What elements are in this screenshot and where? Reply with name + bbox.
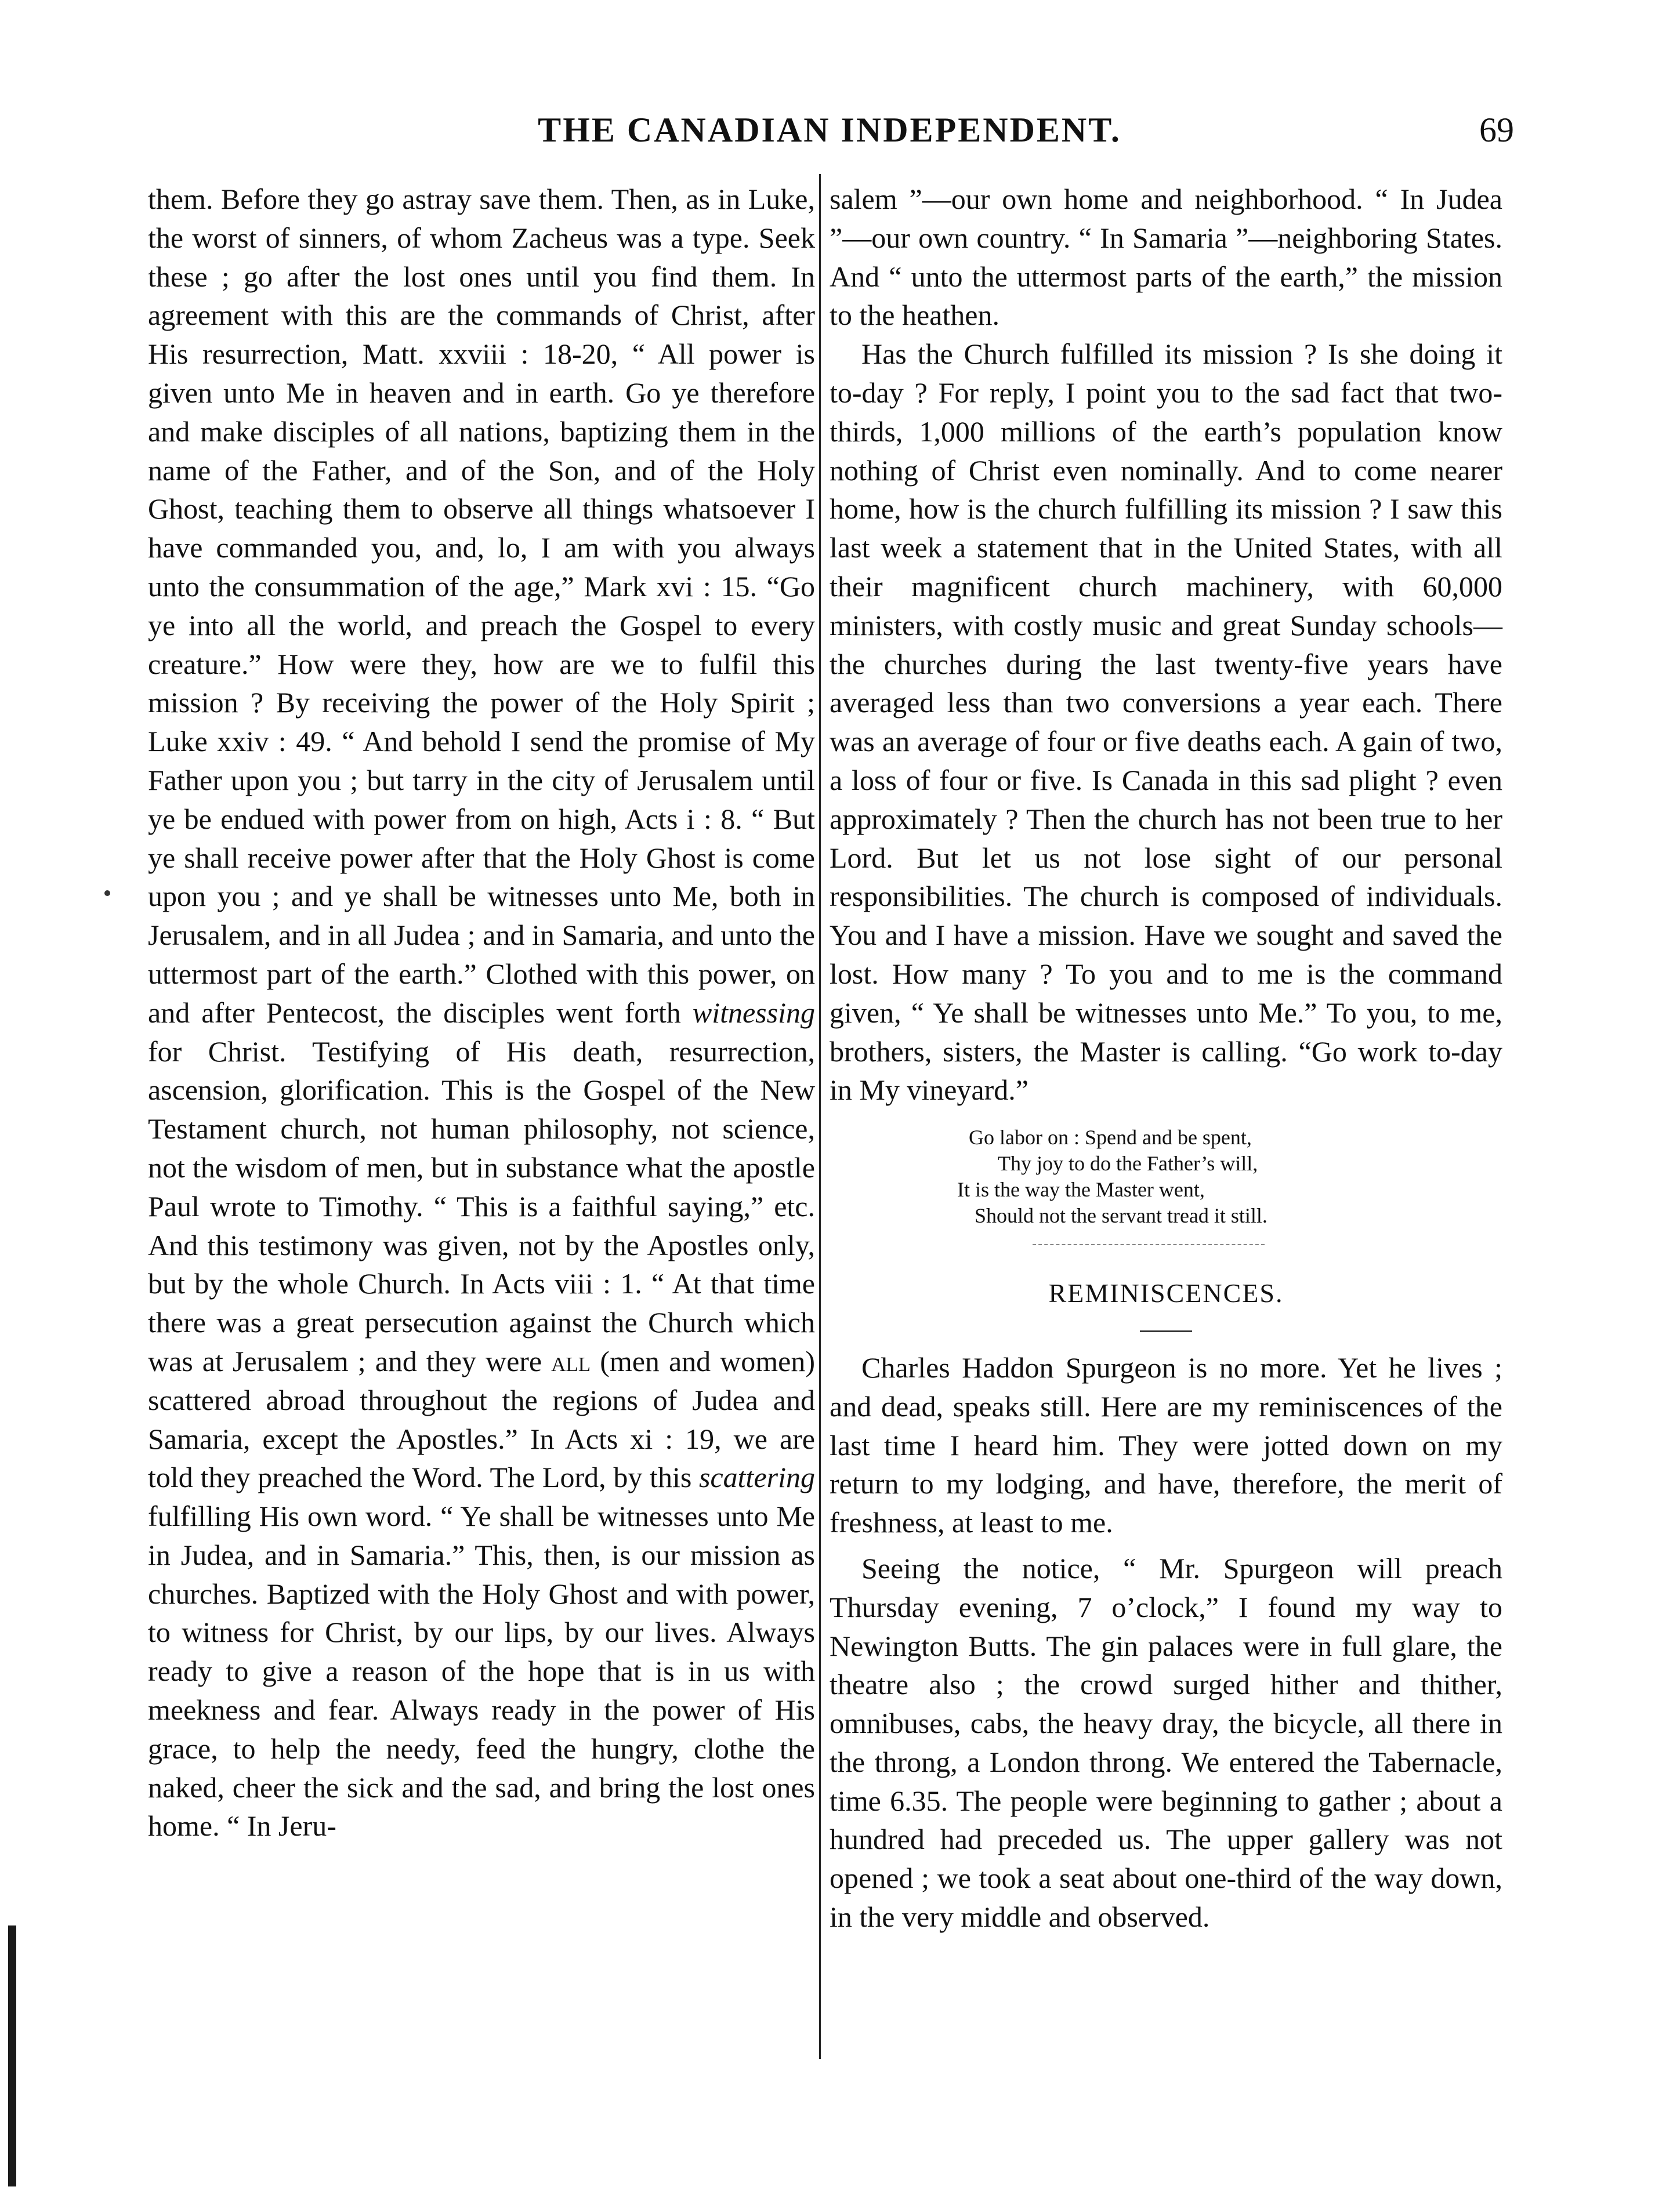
italic-scattering: scattering: [699, 1461, 815, 1494]
section-separator: [1033, 1244, 1265, 1245]
column-divider: [819, 174, 821, 2059]
left-column: [148, 180, 815, 1845]
text-run: fulfilling His own word. “ Ye shall be witnesses unto Me in Judea, and in Samaria.” This, then, is our mission as churches. Baptized with the Holy Ghost and with power, to witness for Christ, by our lips, by our lives. Always ready to give a reason of the hope that is in us with meekness and fear. Always ready in the power of His grace, to help the needy, feed the hungry, clothe the naked, cheer the sick and the sad, and bring the lost ones home. “ In Jeru-: [148, 1500, 815, 1843]
poem-stanza: [830, 1125, 1502, 1229]
running-title: THE CANADIAN INDEPENDENT.: [538, 111, 1121, 149]
right-paragraph-mission: Has the Church fulfilled its mission ? Is she doing it to-day ? For reply, I point you to the sad fact that two-thirds, 1,000 millions of the earth’s population know nothing of Christ even nominally. And to come nearer home, how is the church fulfilling its mission ? I saw this last week a statement that in the United States, with all their magnificent church machinery, with 60,000 ministers, with costly music and great Sunday schools—the churches during the last twenty-five years have averaged less than two conversions a year each. There was an average of four or five deaths each. A gain of two, a loss of four or five. Is Canada in this sad plight ? even approximately ? Then the church has not been true to her Lord. But let us not lose sight of our personal responsibilities. The church is composed of individuals. You and I have a mission. Have we sought and saved the lost. How many ? To you and to me is the command given, “ Ye shall be witnesses unto Me.” To you, to me, brothers, sisters, the Master is calling. “Go work to-day in My vineyard.”: [830, 338, 1502, 1107]
right-column: [830, 180, 1502, 1937]
smallcaps-all: all: [551, 1344, 591, 1377]
left-paragraph: [148, 180, 815, 1845]
reminiscences-paragraph: Charles Haddon Spurgeon is no more. Yet he lives ; and dead, speaks still. Here are my reminiscences of the last time I heard him. They were jotted down on my return to my lodging, and have, therefore, the merit of freshness, at least to me.: [830, 1351, 1502, 1539]
reminiscences-paragraph: Seeing the notice, “ Mr. Spurgeon will preach Thursday evening, 7 o’clock,” I found my way to Newington Butts. The gin palaces were in full glare, the theatre also ; the crowd surged hither and thither, omnibuses, cabs, the heavy dray, the bicycle, all there in the throng, a London throng. We entered the Tabernacle, time 6.35. The people were beginning to gather ; about a hundred had preceded us. The upper gallery was not opened ; we took a seat about one-third of the way down, in the very middle and observed.: [830, 1551, 1502, 1934]
text-run: for Christ. Testifying of His death, resurrection, ascension, glorification. This is the Gospel of the New Testament church, not human philosophy, not science, not the wisdom of men, but in substance what the apostle Paul wrote to Timothy. “ This is a faithful saying,” etc. And this testimony was given, not by the Apostles only, but by the whole Church. In Acts viii : 1. “ At that time there was a great persecution against the Church which was at Jerusalem ; and they were: [148, 1035, 815, 1377]
scan-speck: [104, 890, 110, 896]
text-run: (men and women) scattered abroad throughout the regions of Judea and Samaria, except the Apostles.” In Acts xi : 19, we are told they preached the Word. The Lord, by this: [148, 1344, 815, 1494]
poem-line: Go labor on : Spend and be spent,: [969, 1126, 1252, 1149]
right-paragraph-continuation: salem ”—our own home and neighborhood. “ In Judea ”—our own country. “ In Samaria ”—neighboring States. And “ unto the uttermost parts of the earth,” the mission to the heathen.: [830, 183, 1502, 332]
page-header: [145, 110, 1514, 162]
page-number: 69: [1479, 111, 1514, 149]
poem-line: Should not the servant tread it still.: [975, 1204, 1267, 1228]
italic-witnessing: witnessing: [692, 996, 815, 1029]
scan-edge-mark: [8, 1925, 16, 2186]
text-run: them. Before they go astray save them. Then, as in Luke, the worst of sinners, of whom Zacheus was a type. Seek these ; go after the lost ones until you find them. In agreement with this are the commands of Christ, after His resurrection, Matt. xxviii : 18-20, “ All power is given unto Me in heaven and in earth. Go ye therefore and make disciples of all nations, baptizing them in the name of the Father, and of the Son, and of the Holy Ghost, teaching them to observe all things whatsoever I have commanded you, and, lo, I am with you always unto the consummation of the age,” Mark xvi : 15. “Go ye into all the world, and preach the Gospel to every creature.” How were they, how are we to fulfil this mission ? By receiving the power of the Holy Spirit ; Luke xxiv : 49. “ And behold I send the promise of My Father upon you ; but tarry in the city of Jerusalem until ye be endued with power from on high, Acts i : 8. “ But ye shall receive power after that the Holy Ghost is come upon you ; and ye shall be witnesses unto Me, both in Jerusalem, and in all Judea ; and in Samaria, and unto the uttermost part of the earth.” Clothed with this power, on and after Pentecost, the disciples went forth: [148, 183, 815, 1029]
poem-line: It is the way the Master went,: [957, 1178, 1205, 1202]
heading-rule: [1140, 1330, 1192, 1332]
poem-line: Thy joy to do the Father’s will,: [998, 1152, 1258, 1176]
section-heading: REMINISCENCES.: [1048, 1278, 1284, 1308]
